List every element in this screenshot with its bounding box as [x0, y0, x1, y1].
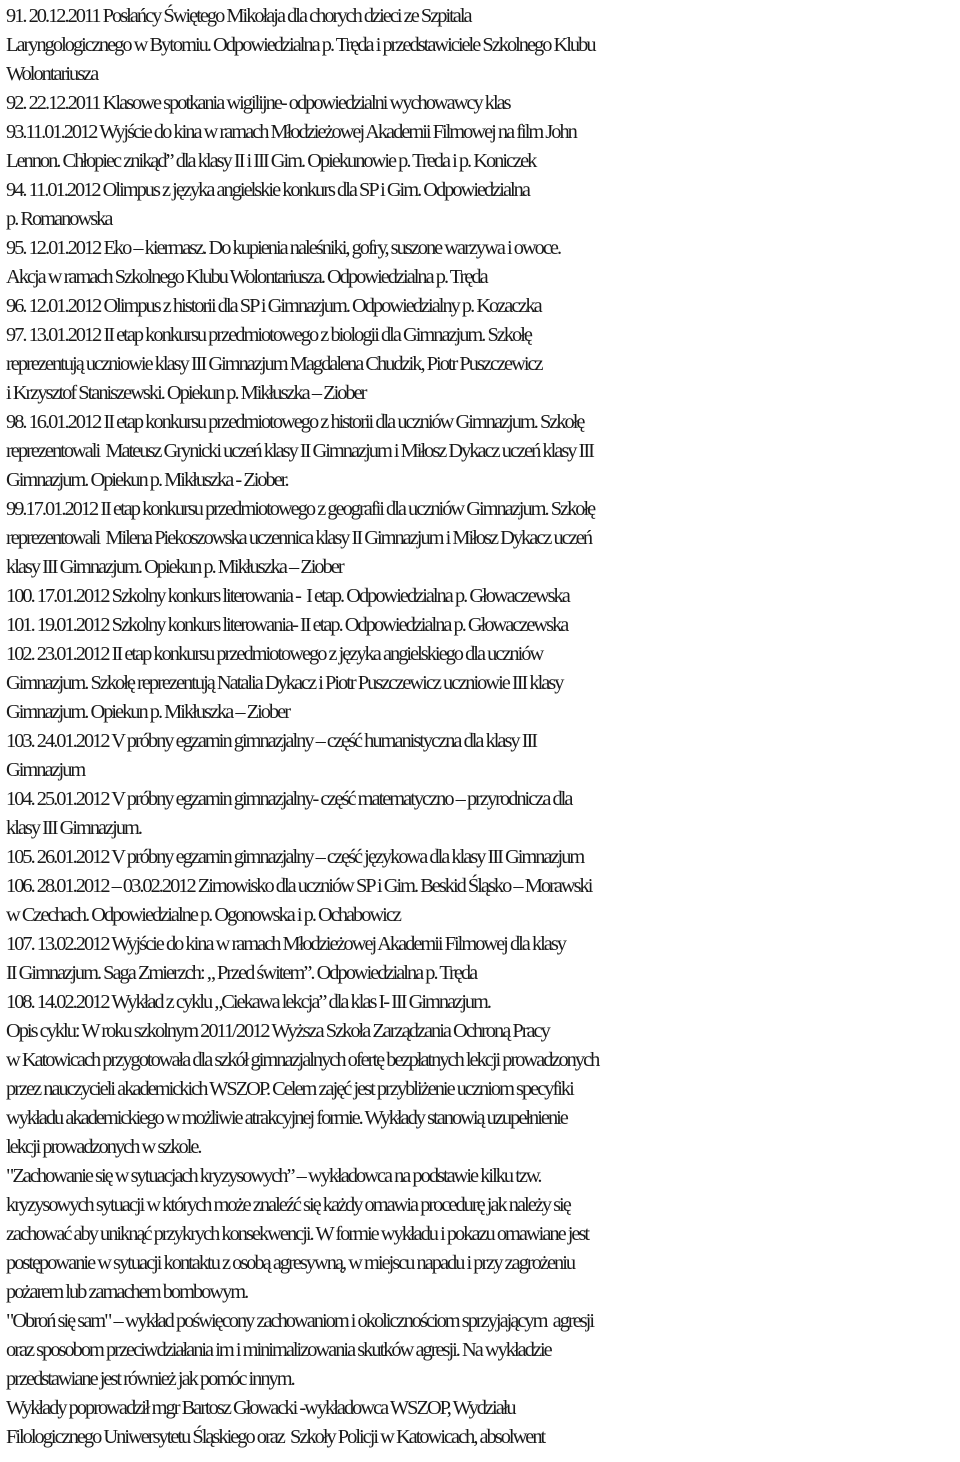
text-line: 107. 13.02.2012 Wyjście do kina w ramach Młodzieżowej Akademii Filmowej dla klasy — [6, 933, 565, 955]
text-line: pożarem lub zamachem bombowym. — [6, 1281, 248, 1303]
text-line: "Zachowanie się w sytuacjach kryzysowych” – wykładowca na podstawie kilku tzw. — [6, 1165, 541, 1187]
text-line: 104. 25.01.2012 V próbny egzamin gimnazjalny- część matematyczno – przyrodnicza dla — [6, 788, 572, 810]
text-line: w Czechach. Odpowiedzialne p. Ogonowska i p. Ochabowicz — [6, 904, 400, 926]
text-line: zachować aby uniknąć przykrych konsekwencji. W formie wykładu i pokazu omawiane jest — [6, 1223, 589, 1245]
text-line: przedstawiane jest również jak pomóc innym. — [6, 1368, 294, 1390]
text-line: 99.17.01.2012 II etap konkursu przedmiotowego z geografii dla uczniów Gimnazjum. Szkołę — [6, 498, 595, 520]
text-line: Wolontariusza — [6, 63, 98, 85]
text-line: postępowanie w sytuacji kontaktu z osobą agresywną, w miejscu napadu i przy zagrożeniu — [6, 1252, 575, 1274]
text-line: 106. 28.01.2012 – 03.02.2012 Zimowisko dla uczniów SP i Gim. Beskid Śląsko – Morawski — [6, 875, 592, 897]
text-line: kryzysowych sytuacji w których może znaleźć się każdy omawia procedurę jak należy się — [6, 1194, 570, 1216]
text-line: 95. 12.01.2012 Eko – kiermasz. Do kupienia naleśniki, gofry, suszone warzywa i owoce. — [6, 237, 561, 259]
text-line: 92. 22.12.2011 Klasowe spotkania wigilijne- odpowiedzialni wychowawcy klas — [6, 92, 510, 114]
document-page — [6, 2, 956, 1452]
text-line: 98. 16.01.2012 II etap konkursu przedmiotowego z historii dla uczniów Gimnazjum. Szkołę — [6, 411, 584, 433]
text-line: Filologicznego Uniwersytetu Śląskiego oraz Szkoły Policji w Katowicach, absolwent — [6, 1426, 545, 1448]
text-line: reprezentowali Milena Piekoszowska uczennica klasy II Gimnazjum i Miłosz Dykacz uczeń — [6, 527, 592, 549]
text-line: Akcja w ramach Szkolnego Klubu Wolontariusza. Odpowiedzialna p. Tręda — [6, 266, 487, 288]
text-line: 103. 24.01.2012 V próbny egzamin gimnazjalny – część humanistyczna dla klasy III — [6, 730, 537, 752]
text-line: Laryngologicznego w Bytomiu. Odpowiedzialna p. Tręda i przedstawiciele Szkolnego Klubu — [6, 34, 595, 56]
text-line: Opis cyklu: W roku szkolnym 2011/2012 Wyższa Szkoła Zarządzania Ochroną Pracy — [6, 1020, 549, 1042]
text-line: II Gimnazjum. Saga Zmierzch: „ Przed świtem”. Odpowiedzialna p. Tręda — [6, 962, 477, 984]
text-line: lekcji prowadzonych w szkole. — [6, 1136, 201, 1158]
text-line: i Krzysztof Staniszewski. Opiekun p. Mikłuszka – Ziober — [6, 382, 366, 404]
text-line: Gimnazjum. Szkołę reprezentują Natalia Dykacz i Piotr Puszczewicz uczniowie III klasy — [6, 672, 563, 694]
text-line: 101. 19.01.2012 Szkolny konkurs literowania- II etap. Odpowiedzialna p. Głowaczewska — [6, 614, 568, 636]
text-line: 94. 11.01.2012 Olimpus z języka angielskie konkurs dla SP i Gim. Odpowiedzialna — [6, 179, 529, 201]
text-line: 102. 23.01.2012 II etap konkursu przedmiotowego z języka angielskiego dla uczniów — [6, 643, 543, 665]
text-line: oraz sposobom przeciwdziałania im i minimalizowania skutków agresji. Na wykładzie — [6, 1339, 551, 1361]
text-line: klasy III Gimnazjum. — [6, 817, 141, 839]
text-line: 91. 20.12.2011 Posłańcy Świętego Mikołaja dla chorych dzieci ze Szpitala — [6, 5, 471, 27]
text-line: reprezentowali Mateusz Grynicki uczeń klasy II Gimnazjum i Miłosz Dykacz uczeń klasy III — [6, 440, 593, 462]
text-line: klasy III Gimnazjum. Opiekun p. Mikłuszka – Ziober — [6, 556, 343, 578]
text-line: Wykłady poprowadził mgr Bartosz Głowacki -wykładowca WSZOP, Wydziału — [6, 1397, 515, 1419]
text-line: przez nauczycieli akademickich WSZOP. Celem zajęć jest przybliżenie uczniom specyfiki — [6, 1078, 573, 1100]
text-line: 108. 14.02.2012 Wykład z cyklu „Ciekawa lekcja” dla klas I- III Gimnazjum. — [6, 991, 491, 1013]
text-line: "Obroń się sam" – wykład poświęcony zachowaniom i okolicznościom sprzyjającym agresji — [6, 1310, 594, 1332]
text-line: 97. 13.01.2012 II etap konkursu przedmiotowego z biologii dla Gimnazjum. Szkołę — [6, 324, 531, 346]
text-line: Gimnazjum. Opiekun p. Mikłuszka - Ziober. — [6, 469, 288, 491]
text-line: 93.11.01.2012 Wyjście do kina w ramach Młodzieżowej Akademii Filmowej na film John — [6, 121, 576, 143]
text-line: Lennon. Chłopiec znikąd” dla klasy II i III Gim. Opiekunowie p. Treda i p. Koniczek — [6, 150, 536, 172]
text-line: w Katowicach przygotowała dla szkół gimnazjalnych ofertę bezpłatnych lekcji prowadzonych — [6, 1049, 599, 1071]
text-line: wykładu akademickiego w możliwie atrakcyjnej formie. Wykłady stanowią uzupełnienie — [6, 1107, 567, 1129]
text-line: Gimnazjum. Opiekun p. Mikłuszka – Ziober — [6, 701, 289, 723]
text-line: 105. 26.01.2012 V próbny egzamin gimnazjalny – część językowa dla klasy III Gimnazjum — [6, 846, 584, 868]
text-line: 96. 12.01.2012 Olimpus z historii dla SP i Gimnazjum. Odpowiedzialny p. Kozaczka — [6, 295, 541, 317]
text-line: Gimnazjum — [6, 759, 85, 781]
text-line: reprezentują uczniowie klasy III Gimnazjum Magdalena Chudzik, Piotr Puszczewicz — [6, 353, 542, 375]
text-line: p. Romanowska — [6, 208, 112, 230]
text-line: 100. 17.01.2012 Szkolny konkurs literowania - I etap. Odpowiedzialna p. Głowaczewska — [6, 585, 569, 607]
